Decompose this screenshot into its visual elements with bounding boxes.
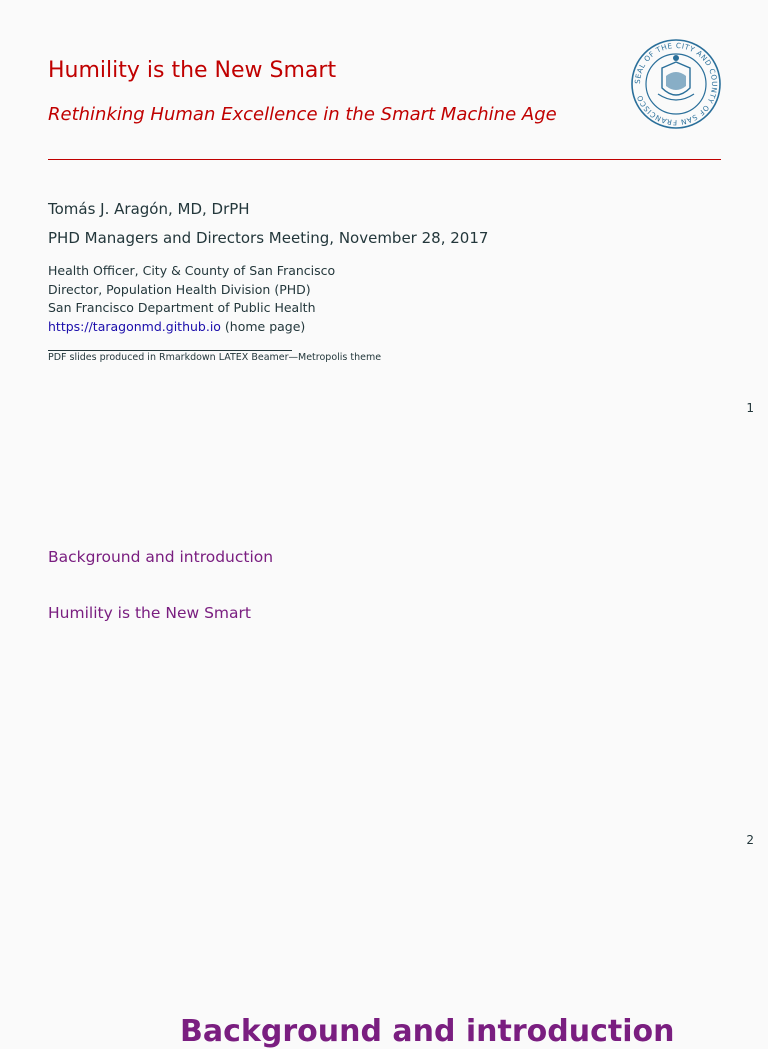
slide-1 — [0, 0, 768, 432]
slide-subtitle: Rethinking Human Excellence in the Smart Machine Age — [48, 104, 557, 125]
page-number: 1 — [746, 401, 754, 415]
author-name: Tomás J. Aragón, MD, DrPH — [48, 200, 250, 218]
institute-line: Health Officer, City & County of San Francisco — [48, 263, 336, 278]
homepage-link[interactable]: https://taragonmd.github.io — [48, 319, 221, 335]
footnote: PDF slides produced in Rmarkdown LATEX Beamer—Metropolis theme — [48, 352, 382, 363]
title-rule — [48, 159, 721, 160]
seal-text: SEAL OF THE CITY AND COUNTY OF SAN FRANCISCO — [632, 40, 720, 128]
page-number: 2 — [746, 833, 754, 847]
toc-item-background[interactable]: Background and introduction — [48, 548, 274, 566]
footnote-rule — [48, 350, 292, 351]
homepage-suffix: (home page) — [220, 319, 306, 335]
toc-item-humility[interactable]: Humility is the New Smart — [48, 604, 251, 622]
institute-line: San Francisco Department of Public Health — [48, 300, 316, 316]
section-title: Background and introduction — [180, 1014, 675, 1049]
meeting-date: PHD Managers and Directors Meeting, November 28, 2017 — [48, 229, 489, 247]
slide-title: Humility is the New Smart — [48, 58, 337, 83]
institute-block — [48, 262, 335, 337]
homepage-line — [48, 318, 335, 337]
slide-3 — [0, 864, 768, 1049]
institute-line: Director, Population Health Division (PHD) — [48, 281, 311, 297]
sf-seal-icon — [630, 38, 722, 130]
slide-2 — [0, 432, 768, 864]
